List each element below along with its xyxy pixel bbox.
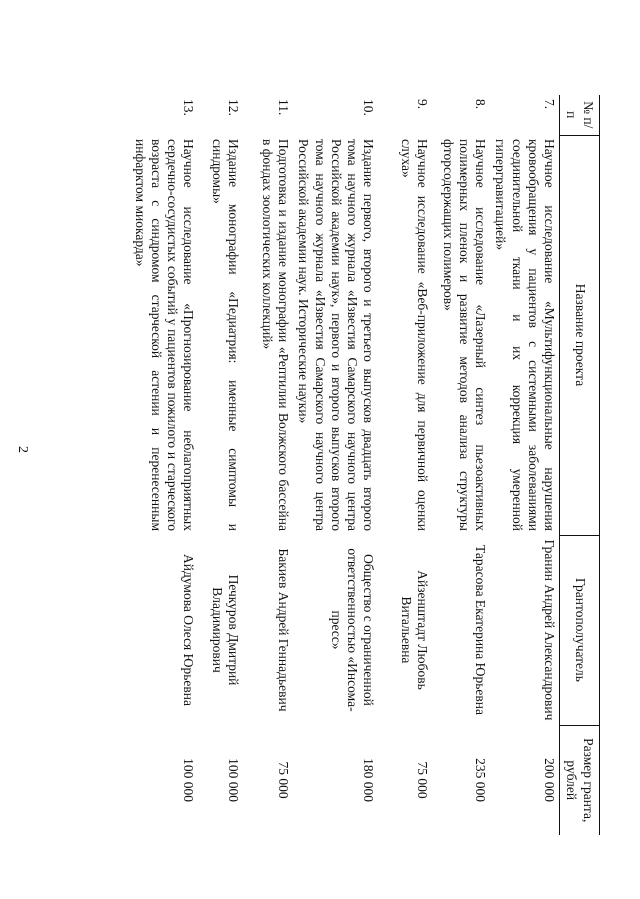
grantee-name: Печкуров Дмитрий Владимирович (210, 574, 242, 686)
header-num: № п/п (560, 95, 600, 135)
header-project-name: Название проекта (560, 135, 600, 535)
project-name: Научное исследование «Прогнозирование неблагоприятных сердечно-сосудистых событий у пациентов пожилого и старческого возраста с синдромом старческой астении и перенесенным инфарктом миокарда» (132, 139, 197, 531)
page-number: 2 (15, 446, 30, 453)
grants-table (128, 95, 600, 835)
grantee-name: Айзенштадт Любовь Витальевна (399, 570, 431, 690)
table-row (243, 95, 293, 835)
project-name: Научное исследование «Лазерный синтез пьезоактивных полимерных пленок и развитие методов анализа структуры фторсодержащих полимеров» (440, 139, 489, 531)
grant-amount: 75 000 (415, 761, 431, 799)
header-grant-amount: Размер гранта, рублей (560, 725, 600, 835)
row-number: 8. (473, 99, 489, 110)
row-number: 12. (226, 99, 242, 116)
grant-amount: 180 000 (361, 758, 377, 802)
table-header-row (560, 95, 600, 835)
project-name: Издание первого, второго и третьего выпусков двадцать второго тома научного журнала «Известия Самарского научного центра Российской академии наук», первого и второго выпусков второго тома научного журнала «Известия Самарского научного центра Российской академии наук. Исторические науки» (296, 139, 377, 531)
row-number: 10. (361, 99, 377, 116)
grant-amount: 100 000 (226, 758, 242, 802)
grantee-name: Тарасова Екатерина Юрьевна (473, 544, 489, 715)
grantee-name: Айдумова Олеся Юрьевна (181, 553, 197, 707)
header-grantee: Грантополучатель (560, 535, 600, 725)
grantee-name: Общество с ограниченной ответственностью «Инсома-пресс» (328, 548, 377, 712)
project-name: Издание монографии «Педиатрия: именные симптомы и синдромы» (210, 139, 242, 531)
grant-amount: 75 000 (276, 761, 292, 799)
grantee-name: Гранин Андрей Александрович (542, 539, 557, 721)
table-row (198, 95, 243, 835)
row-number: 11. (276, 99, 292, 116)
table-row (490, 95, 559, 835)
table-row (128, 95, 198, 835)
project-name: Подготовка и издание монографии «Рептилии Волжского бассейна в фондах зоологических коллекций» (260, 139, 292, 531)
table-row (432, 95, 490, 835)
grantee-name: Бакиев Андрей Геннадьевич (276, 548, 292, 712)
project-name: Научное исследование «Мультифункциональные нарушения кровообращения у пациентов с системными заболеваниями соединительной ткани и их коррекция умеренной гипергравитацией» (493, 139, 557, 531)
row-number: 9. (415, 99, 431, 110)
row-number: 13. (181, 99, 197, 116)
project-name: Научное исследование «Веб-приложение для первичной оценки слуха» (399, 139, 431, 531)
grant-amount: 235 000 (473, 758, 489, 802)
table-row (293, 95, 378, 835)
row-number: 7. (542, 99, 557, 110)
table-row (378, 95, 432, 835)
grant-amount: 200 000 (542, 758, 557, 802)
grant-amount: 100 000 (181, 758, 197, 802)
